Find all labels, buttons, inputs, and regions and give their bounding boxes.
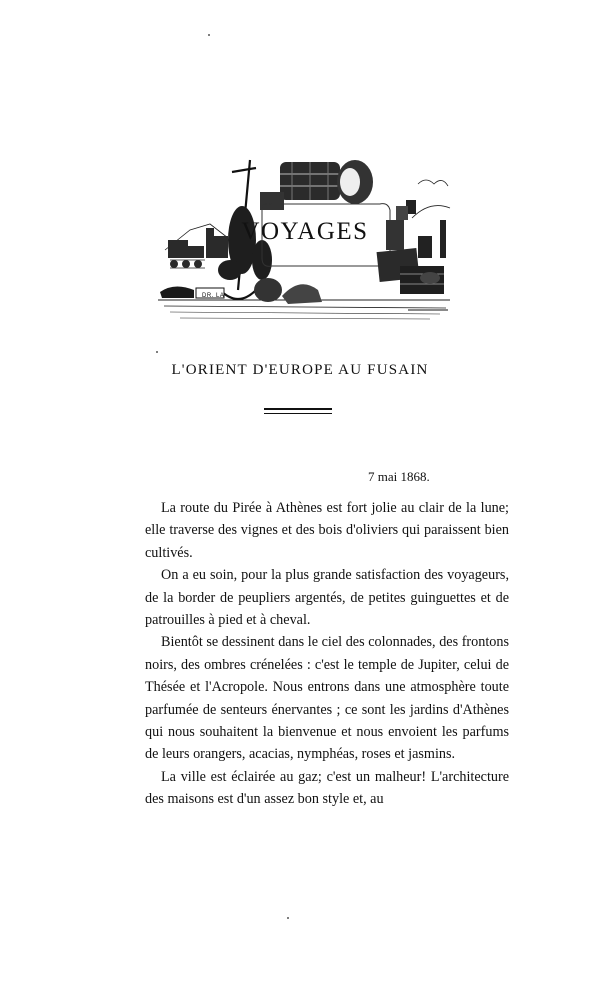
voyages-vignette — [150, 140, 460, 325]
chapter-title: L'ORIENT D'EUROPE AU FUSAIN — [171, 362, 429, 378]
print-speck — [287, 917, 289, 919]
dateline: 7 mai 1868. — [368, 469, 430, 484]
title-rule-divider — [264, 408, 332, 410]
paragraph: La route du Pirée à Athènes est fort jolie au clair de la lune; elle traverse des vignes et des bois d'oliviers qui paraissent bien cultivés. — [145, 500, 509, 561]
print-speck — [156, 351, 158, 353]
paragraph: Bientôt se dessinent dans le ciel des colonnades, des frontons noirs, des ombres crénelées : c'est le temple de Jupiter, celui de Thésée et l'Acropole. Nous entrons dans une atmosphère toute parfumée de senteurs énervantes ; ce sont les jardins d'Athènes qui nous souhaitent la bienvenue et nous envoient les parfums de leurs orangers, acacias, nymphéas, roses et jasmins. — [145, 634, 509, 763]
print-speck — [208, 34, 210, 36]
vignette-title: VOYAGES — [241, 218, 369, 245]
body-text — [145, 497, 509, 811]
paragraph: La ville est éclairée au gaz; c'est un malheur! L'architecture des maisons est d'un assez bon style et, au — [145, 768, 509, 808]
luggage-tag-label: DR. LA — [202, 293, 225, 299]
paragraph: On a eu soin, pour la plus grande satisfaction des voyageurs, de la border de peupliers argentés, de petites guinguettes et de patrouilles à pied et à cheval. — [145, 567, 509, 629]
